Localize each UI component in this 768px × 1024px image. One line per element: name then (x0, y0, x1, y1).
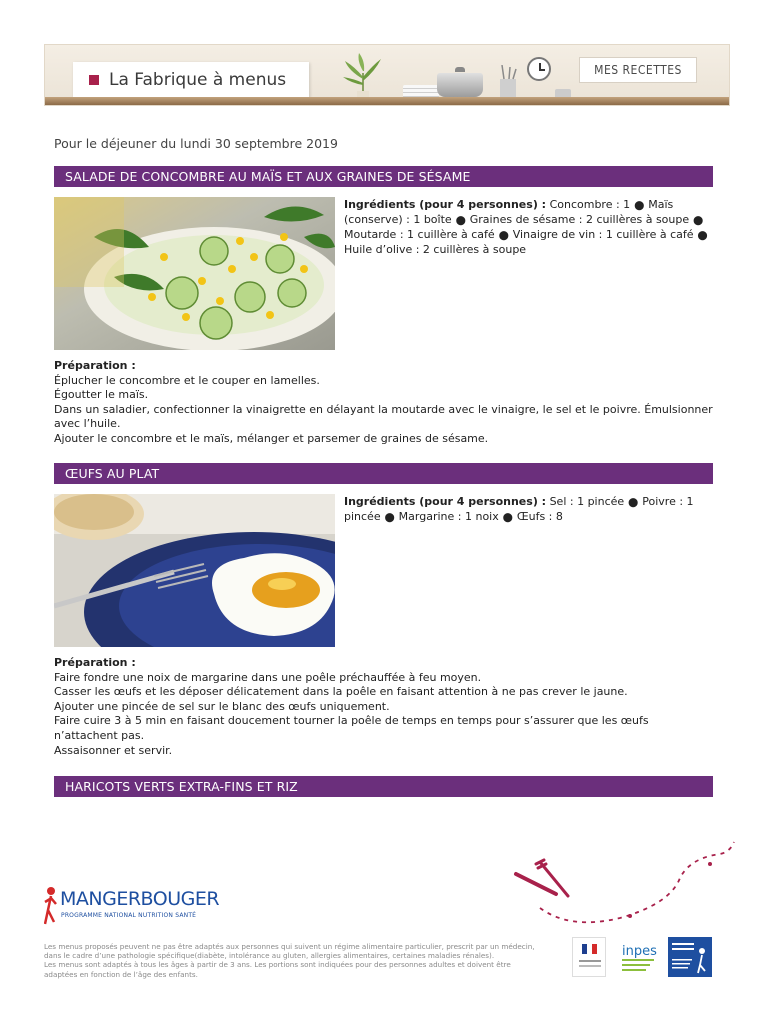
svg-text:inpes: inpes (622, 944, 657, 959)
meal-date: Pour le déjeuner du lundi 30 septembre 2019 (54, 136, 338, 151)
bullet-icon: ⬤ (634, 201, 645, 211)
plant-icon (343, 53, 383, 99)
disclaimer-text: Les menus sont adaptés à tous les âges à partir de 3 ans. Les portions sont indiquées pour des personnes adultes et doivent être adaptées en fonction de l’âge des enfants. (44, 960, 511, 979)
recipe-title-bar: HARICOTS VERTS EXTRA-FINS ET RIZ (54, 776, 713, 797)
kitchen-utensils-icon (497, 65, 519, 99)
inpes-logo (618, 937, 658, 977)
preparation-label: Préparation : (54, 359, 136, 372)
preparation-step: Dans un saladier, confectionner la vinaigrette en délayant la moutarde avec le vinaigre, le sel et le poivre. Émulsionner avec l’huile. (54, 402, 713, 431)
manger-bouger-badge-logo (668, 937, 712, 977)
shelf-divider (45, 97, 729, 105)
recipe-title-bar: SALADE DE CONCOMBRE AU MAÏS ET AUX GRAINES DE SÉSAME (54, 166, 713, 187)
preparation-step: Ajouter une pincée de sel sur le blanc des œufs uniquement. (54, 699, 390, 713)
fork-knife-decoration-icon (510, 838, 736, 932)
preparation-step: Casser les œufs et les déposer délicatement dans la poêle en faisant attention à ne pas crever le jaune. (54, 685, 628, 699)
ingredient-item: Concombre : 1 (549, 198, 631, 211)
recipe-title-bar: ŒUFS AU PLAT (54, 463, 713, 484)
ingredient-item: Maïs (conserve) : 1 boîte (344, 198, 674, 226)
ingredient-item: Huile d’olive : 2 cuillères à soupe (344, 243, 527, 256)
ingredient-item: Margarine : 1 noix (398, 510, 499, 523)
bullet-icon: ⬤ (498, 231, 509, 241)
republique-francaise-logo (572, 937, 606, 977)
ingredient-item: Moutarde : 1 cuillère à café (344, 228, 495, 241)
ingredients-label: Ingrédients (pour 4 personnes) : (344, 198, 547, 211)
ingredients-list (344, 198, 714, 257)
ingredient-item: Graines de sésame : 2 cuillères à soupe (469, 213, 690, 226)
brand-square-icon (89, 75, 99, 85)
bullet-icon: ⬤ (502, 513, 513, 523)
preparation-step: Égoutter le maïs. (54, 388, 149, 402)
logo-subtitle: PROGRAMME NATIONAL NUTRITION SANTÉ (61, 912, 197, 919)
manger-bouger-logo[interactable] (44, 884, 224, 928)
bullet-icon: ⬤ (697, 231, 708, 241)
preparation-step: Faire fondre une noix de margarine dans une poêle préchauffée à feu moyen. (54, 670, 482, 684)
bullet-icon: ⬤ (628, 498, 639, 508)
preparation-step: Assaisonner et servir. (54, 743, 173, 757)
header-banner (44, 44, 730, 106)
ingredients-label: Ingrédients (pour 4 personnes) : (344, 495, 547, 508)
brand-logo[interactable] (73, 62, 309, 98)
preparation-step: Faire cuire 3 à 5 min en faisant doucement tourner la poêle de temps en temps pour s’assurer que les œufs n’attachent pas. (54, 714, 649, 742)
preparation-step: Éplucher le concombre et le couper en lamelles. (54, 373, 320, 387)
bullet-icon: ⬤ (693, 216, 704, 226)
bullet-icon: ⬤ (455, 216, 466, 226)
brand-title: La Fabrique à menus (109, 70, 287, 90)
preparation-label: Préparation : (54, 656, 136, 669)
cucumber-salad-photo (54, 197, 335, 350)
ingredient-item: Poivre : 1 pincée (344, 495, 694, 523)
disclaimer (44, 942, 544, 979)
preparation-section (54, 359, 714, 447)
logo-text: MANGERBOUGER (60, 888, 220, 910)
clock-icon (527, 57, 551, 81)
preparation-step: Ajouter le concombre et le maïs, mélanger et parsemer de graines de sésame. (54, 431, 489, 445)
bullet-icon: ⬤ (384, 513, 395, 523)
ingredients-list (344, 495, 714, 525)
ingredient-item: Œufs : 8 (516, 510, 563, 523)
running-figure-icon (44, 886, 58, 926)
fried-egg-photo (54, 494, 335, 647)
cooking-pot-icon (437, 73, 483, 97)
ingredient-item: Vinaigre de vin : 1 cuillère à café (512, 228, 694, 241)
my-recipes-button[interactable]: MES RECETTES (579, 57, 697, 83)
ingredient-item: Sel : 1 pincée (549, 495, 625, 508)
preparation-section (54, 656, 714, 758)
disclaimer-text: Les menus proposés peuvent ne pas être adaptés aux personnes qui suivent un régime alimentaire particulier, prescrit par un médecin, dans le cadre d’une pathologie spécifique(diabète, intolérance au gluten, allergies alimentaires, certaines maladies rénales). (44, 942, 535, 961)
